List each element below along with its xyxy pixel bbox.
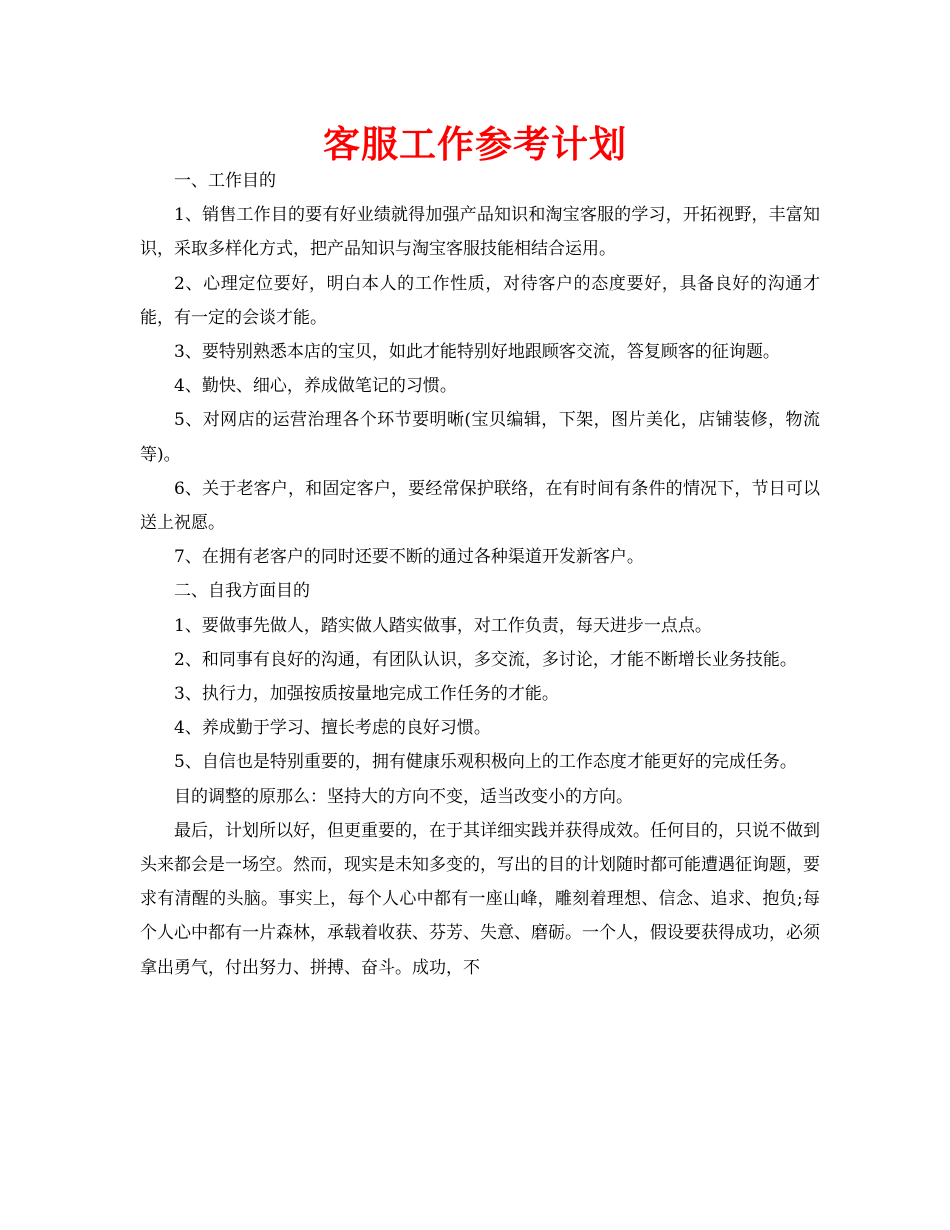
document-title: 客服工作参考计划 — [323, 123, 627, 166]
paragraph: 5、对网店的运营治理各个环节要明晰(宝贝编辑，下架，图片美化，店铺装修，物流等)。 — [140, 410, 820, 465]
paragraph: 3、要特别熟悉本店的宝贝，如此才能特别好地跟顾客交流，答复顾客的征询题。 — [174, 342, 780, 363]
paragraph: 7、在拥有老客户的同时还要不断的通过各种渠道开发新客户。 — [174, 547, 644, 568]
paragraph: 最后，计划所以好，但更重要的，在于其详细实践并获得成效。任何目的，只说不做到头来都会是一场空。然而，现实是未知多变的，写出的目的计划随时都可能遭遇征询题，要求有清醒的头脑。事实上，每个人心中都有一座山峰，雕刻着理想、信念、追求、抱负;每个人心中都有一片森林，承载着收获、芬芳、失意、磨砺。一个人，假设要获得成功，必须拿出勇气，付出努力、拼搏、奋斗。成功，不 — [140, 820, 820, 978]
paragraph: 目的调整的原那么：坚持大的方向不变，适当改变小的方向。 — [174, 786, 633, 807]
paragraph: 1、销售工作目的要有好业绩就得加强产品知识和淘宝客服的学习，开拓视野，丰富知识，采取多样化方式，把产品知识与淘宝客服技能相结合运用。 — [140, 205, 820, 260]
section-heading: 二、自我方面目的 — [174, 581, 310, 602]
paragraph: 2、和同事有良好的沟通，有团队认识，多交流，多讨论，才能不断增长业务技能。 — [174, 649, 797, 670]
paragraph: 3、执行力，加强按质按量地完成工作任务的才能。 — [174, 684, 559, 705]
section-heading: 一、工作目的 — [174, 171, 276, 191]
paragraph: 4、养成勤于学习、擅长考虑的良好习惯。 — [174, 718, 491, 739]
paragraph: 5、自信也是特别重要的，拥有健康乐观积极向上的工作态度才能更好的完成任务。 — [174, 752, 797, 773]
paragraph: 1、要做事先做人，踏实做人踏实做事，对工作负责，每天进步一点点。 — [174, 615, 712, 636]
paragraph: 6、关于老客户，和固定客户，要经常保护联络，在有时间有条件的情况下，节日可以送上祝愿。 — [140, 478, 820, 534]
paragraph: 2、心理定位要好，明白本人的工作性质，对待客户的态度要好，具备良好的沟通才能，有一定的会谈才能。 — [140, 273, 820, 328]
document-body — [140, 164, 820, 985]
paragraph: 4、勤快、细心，养成做笔记的习惯。 — [174, 376, 457, 397]
